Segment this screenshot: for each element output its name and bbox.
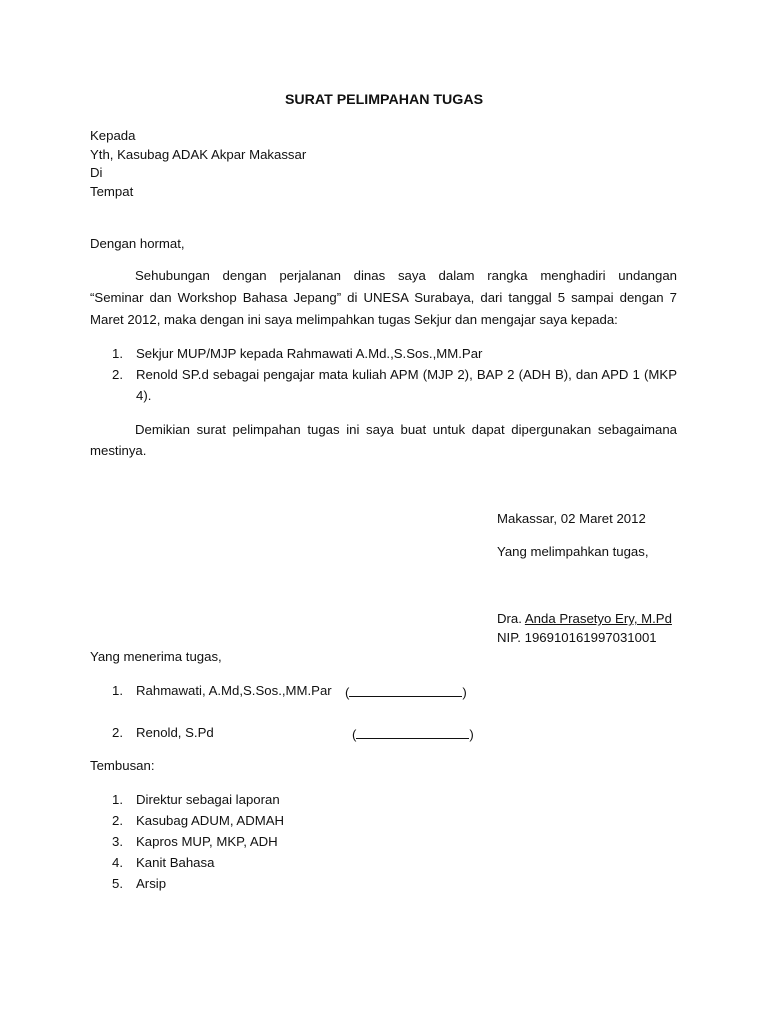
receivers-heading: Yang menerima tugas, xyxy=(90,649,222,664)
signature-title-prefix: Dra. xyxy=(497,611,522,626)
paragraph1-line2: “Seminar dan Workshop Bahasa Jepang” di UNESA Surabaya, dari tanggal 5 sampai dengan 7 xyxy=(90,290,677,305)
address-place: Tempat xyxy=(90,184,134,199)
signature-name-line xyxy=(497,611,672,626)
address-to: Kepada xyxy=(90,128,136,143)
delegation-num-2: 2. xyxy=(112,367,123,382)
paragraph2-line2: mestinya. xyxy=(90,443,147,458)
copy-num-2: 2. xyxy=(112,813,123,828)
copy-item-4: Kanit Bahasa xyxy=(136,855,215,870)
receiver-num-1: 1. xyxy=(112,683,123,698)
delegation-num-1: 1. xyxy=(112,346,123,361)
copies-heading: Tembusan: xyxy=(90,758,155,773)
copy-item-5: Arsip xyxy=(136,876,167,891)
signature-name: Anda Prasetyo Ery, M.Pd xyxy=(524,611,672,626)
receiver-num-2: 2. xyxy=(112,725,123,740)
copy-item-2: Kasubag ADUM, ADMAH xyxy=(136,813,285,828)
paragraph2-line1: Demikian surat pelimpahan tugas ini saya buat untuk dapat dipergunakan sebagaimana xyxy=(135,422,677,437)
copy-num-5: 5. xyxy=(112,876,123,891)
letter-title: SURAT PELIMPAHAN TUGAS xyxy=(284,92,484,108)
copy-item-1: Direktur sebagai laporan xyxy=(136,792,280,807)
address-at: Di xyxy=(90,165,103,180)
signature-blank-1 xyxy=(349,683,462,697)
copy-num-3: 3. xyxy=(112,834,123,849)
signature-blank-2 xyxy=(356,725,469,739)
receiver-signature-field-1: ( ) xyxy=(345,685,467,700)
signature-role: Yang melimpahkan tugas, xyxy=(497,544,649,559)
copy-num-1: 1. xyxy=(112,792,123,807)
delegation-item-1: Sekjur MUP/MJP kepada Rahmawati A.Md.,S.Sos.,MM.Par xyxy=(136,346,483,361)
receiver-name-1: Rahmawati, A.Md,S.Sos.,MM.Par xyxy=(136,683,332,698)
delegation-item-2-line2: 4). xyxy=(136,388,152,403)
signature-nip: NIP. 196910161997031001 xyxy=(497,630,657,645)
paragraph1-line1: Sehubungan dengan perjalanan dinas saya dalam rangka menghadiri undangan xyxy=(135,268,677,283)
receiver-name-2: Renold, S.Pd xyxy=(136,725,214,740)
copy-num-4: 4. xyxy=(112,855,123,870)
paragraph1-line3: Maret 2012, maka dengan ini saya melimpahkan tugas Sekjur dan mengajar saya kepada: xyxy=(90,312,618,327)
copy-item-3: Kapros MUP, MKP, ADH xyxy=(136,834,278,849)
signature-place-date: Makassar, 02 Maret 2012 xyxy=(497,511,646,526)
receiver-signature-field-2: ( ) xyxy=(352,727,474,742)
greeting: Dengan hormat, xyxy=(90,236,185,251)
address-recipient: Yth, Kasubag ADAK Akpar Makassar xyxy=(90,147,307,162)
delegation-item-2-line1: Renold SP.d sebagai pengajar mata kuliah APM (MJP 2), BAP 2 (ADH B), dan APD 1 (MKP xyxy=(136,367,677,382)
